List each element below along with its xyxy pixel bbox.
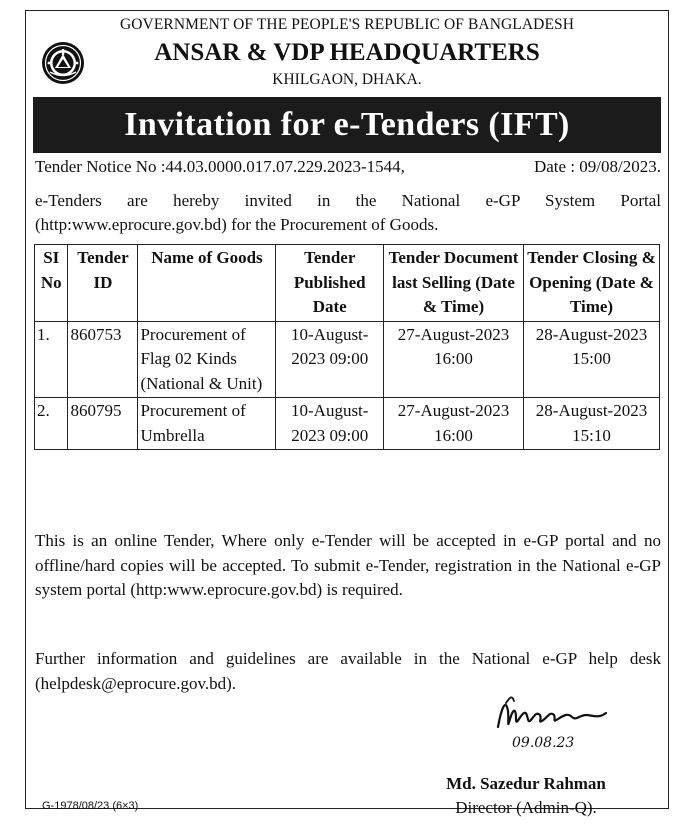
cell-published: 10-August-2023 09:00 bbox=[276, 398, 384, 450]
organization-address: KHILGAON, DHAKA. bbox=[272, 71, 422, 88]
tender-notice-number: Tender Notice No :44.03.0000.017.07.229.2023-1544, bbox=[35, 157, 405, 176]
cell-si: 1. bbox=[35, 321, 68, 398]
cell-last-selling: 27-August-2023 16:00 bbox=[384, 321, 524, 398]
cell-closing: 28-August-2023 15:00 bbox=[524, 321, 660, 398]
table-row bbox=[35, 398, 660, 450]
col-header-last-selling: Tender Document last Selling (Date & Time) bbox=[384, 245, 524, 322]
helpdesk-paragraph: Further information and guidelines are available in the National e-GP help desk (helpdesk@eprocure.gov.bd). bbox=[35, 649, 661, 693]
cell-last-selling: 27-August-2023 16:00 bbox=[384, 398, 524, 450]
col-header-closing: Tender Closing & Opening (Date & Time) bbox=[524, 245, 660, 322]
col-header-tender-id: Tender ID bbox=[68, 245, 138, 322]
col-header-published: Tender Published Date bbox=[276, 245, 384, 322]
col-header-si: SI No bbox=[35, 245, 68, 322]
cell-tender-id: 860795 bbox=[68, 398, 138, 450]
cell-si: 2. bbox=[35, 398, 68, 450]
reference-code: G-1978/08/23 (6×3) bbox=[42, 800, 139, 812]
intro-paragraph: e-Tenders are hereby invited in the National e-GP System Portal (http:www.eprocure.gov.bd) for the Procurement of Goods. bbox=[35, 191, 661, 234]
handwritten-signature bbox=[494, 693, 614, 753]
signature-date: 09.08.23 bbox=[512, 735, 575, 751]
cell-goods: Procurement of Flag 02 Kinds (National & Unit) bbox=[138, 321, 276, 398]
government-title: GOVERNMENT OF THE PEOPLE'S REPUBLIC OF BANGLADESH bbox=[119, 16, 575, 33]
cell-goods: Procurement of Umbrella bbox=[138, 398, 276, 450]
table-header-row bbox=[35, 245, 660, 322]
organization-name: ANSAR & VDP HEADQUARTERS bbox=[154, 39, 540, 66]
cell-closing: 28-August-2023 15:10 bbox=[524, 398, 660, 450]
col-header-goods: Name of Goods bbox=[138, 245, 276, 322]
cell-tender-id: 860753 bbox=[68, 321, 138, 398]
cell-published: 10-August-2023 09:00 bbox=[276, 321, 384, 398]
signatory-title: Director (Admin-Q). bbox=[455, 798, 597, 817]
signatory-name: Md. Sazedur Rahman bbox=[446, 774, 606, 793]
table-row bbox=[35, 321, 660, 398]
tender-notice-line bbox=[35, 157, 661, 177]
page-title: Invitation for e-Tenders (IFT) bbox=[33, 97, 661, 153]
tender-table bbox=[34, 244, 660, 450]
document-frame bbox=[25, 10, 669, 817]
online-tender-paragraph: This is an online Tender, Where only e-Tender will be accepted in e-GP portal and no offline/hard copies will be accepted. To submit e-Tender, registration in the National e-GP system portal (http:www.eprocure.gov.bd) is required. bbox=[35, 531, 661, 599]
tender-notice-date: Date : 09/08/2023. bbox=[533, 157, 661, 176]
letterhead bbox=[26, 11, 668, 96]
